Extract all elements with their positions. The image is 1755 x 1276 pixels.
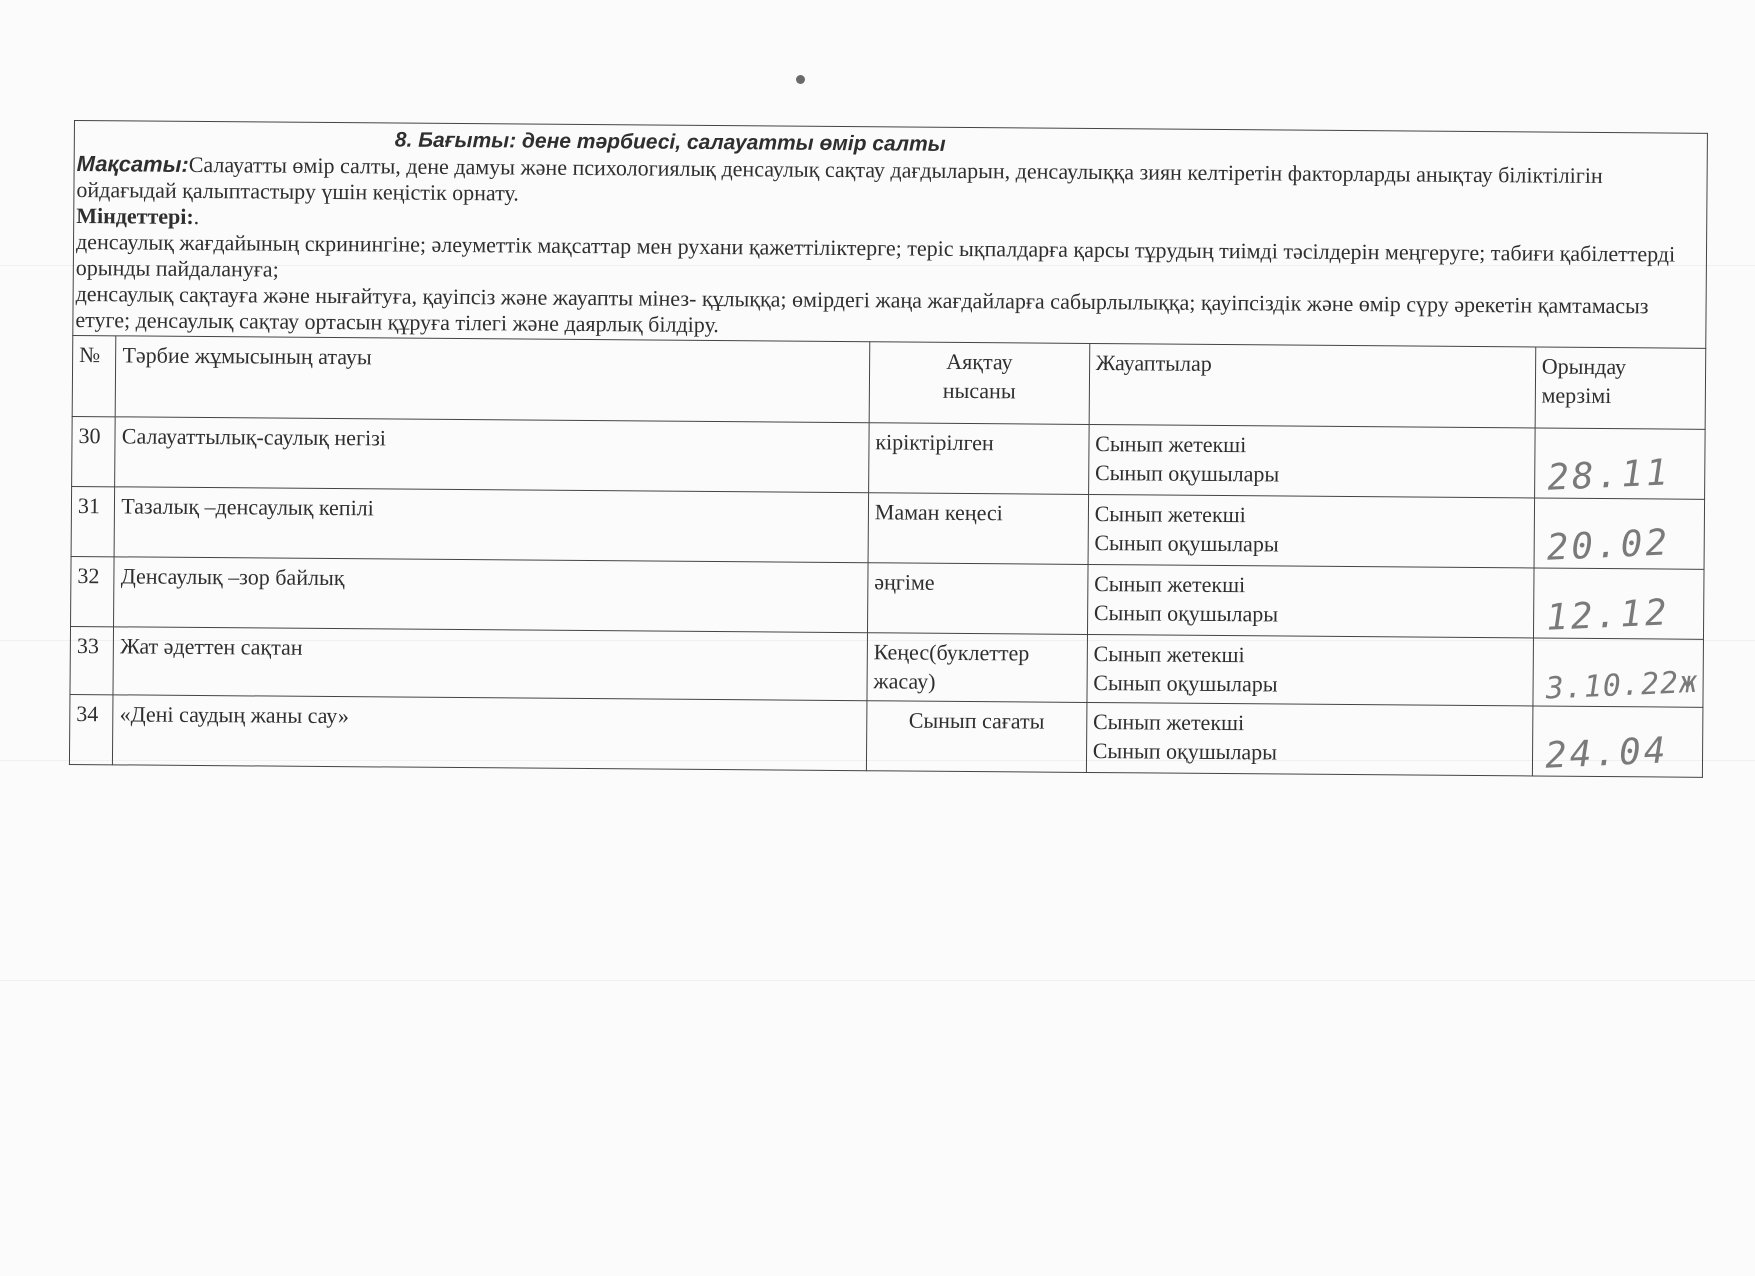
row-resp-teacher: Сынып жетекші xyxy=(1092,709,1245,736)
table-row xyxy=(72,416,1705,499)
row-form: әңгіме xyxy=(867,563,1087,635)
tasks-line-2: денсаулық сақтауға және нығайтуға, қауіпсіз және жауапты мінез- құлыққа; өмірдегі жаңа жағдайларға сабырлылыққа; қауіпсіздік және өмір сүру әрекетін қамтамасыз етуге; денсаулық сақтау ортасын құруға тілегі және даярлық білдіру. xyxy=(75,281,1649,338)
table-row xyxy=(70,626,1703,707)
row-resp-students: Сынып оқушылары xyxy=(1093,600,1279,627)
goal-label: Мақсаты: xyxy=(76,151,189,177)
row-num: 30 xyxy=(72,416,116,486)
row-resp-students: Сынып оқушылары xyxy=(1094,530,1279,557)
row-date-handwritten: 20.02 xyxy=(1545,522,1671,569)
row-form: кіріктірілген xyxy=(868,423,1088,495)
row-num: 31 xyxy=(71,486,115,556)
activities-table xyxy=(69,335,1706,778)
header-date-line2: мерзімі xyxy=(1541,382,1612,409)
row-resp-teacher: Сынып жетекші xyxy=(1095,431,1247,458)
row-date-cell xyxy=(1534,428,1705,499)
row-num: 33 xyxy=(70,626,114,694)
row-resp-teacher: Сынып жетекші xyxy=(1094,501,1246,528)
table-header-row xyxy=(72,335,1706,429)
row-date-cell xyxy=(1533,638,1704,707)
scan-dot xyxy=(796,75,805,84)
row-resp-teacher: Сынып жетекші xyxy=(1094,571,1246,598)
row-form: Маман кеңесі xyxy=(868,493,1088,565)
header-form xyxy=(869,342,1089,425)
row-name: Денсаулық –зор байлық xyxy=(114,557,868,633)
row-resp-students: Сынып оқушылары xyxy=(1093,670,1278,697)
row-resp-teacher: Сынып жетекші xyxy=(1093,641,1245,668)
row-form: Кеңес(буклеттер жасау) xyxy=(867,633,1087,703)
row-resp-students: Сынып оқушылары xyxy=(1092,738,1278,765)
row-date-cell xyxy=(1533,568,1704,639)
row-resp xyxy=(1087,564,1533,638)
row-date-handwritten: 12.12 xyxy=(1544,592,1671,639)
row-date-handwritten: 3.10.22ж xyxy=(1544,664,1699,707)
table-row xyxy=(71,556,1704,639)
table-row xyxy=(71,486,1704,569)
header-form-line2: нысаны xyxy=(942,377,1016,404)
row-name: Тазалық –денсаулық кепілі xyxy=(114,487,868,563)
header-name: Тәрбие жұмысының атауы xyxy=(116,336,870,423)
row-name: Жат әдеттен сақтан xyxy=(113,627,867,701)
table-row xyxy=(69,694,1702,777)
row-date-handwritten: 28.11 xyxy=(1546,452,1672,499)
header-date-line1: Орындау xyxy=(1541,353,1627,380)
header-resp: Жауаптылар xyxy=(1089,343,1536,427)
row-num: 32 xyxy=(71,556,115,626)
row-num: 34 xyxy=(69,694,113,764)
row-date-handwritten: 24.04 xyxy=(1543,730,1669,777)
goal-text: Салауатты өмір салты, дене дамуы және психологиялық денсаулық сақтау дағдыларын, денсаулыққа зиян келтіретін факторларды анықтау біліктілігін ойдағыдай қалыптастыру үшін кеңістік орнату. xyxy=(76,151,1603,206)
section-title: 8. Бағыты: дене тәрбиесі, салауатты өмір салты xyxy=(394,128,946,156)
tasks-suffix: . xyxy=(193,203,200,229)
tasks-line-1: денсаулық жағдайының скринингіне; әлеуметтік мақсаттар мен рухани қажеттіліктерге; теріс ықпалдарға қарсы тұрудың тиімді тәсілдерін меңгеруге; табиғи қабілеттерді орынды пайдалануға; xyxy=(75,229,1676,282)
header-date xyxy=(1535,347,1706,429)
row-resp xyxy=(1088,494,1534,568)
document-sheet xyxy=(69,120,1708,778)
row-resp xyxy=(1088,424,1534,498)
header-num: № xyxy=(72,335,116,416)
row-date-cell xyxy=(1534,498,1705,569)
section-header xyxy=(72,120,1708,348)
row-resp xyxy=(1086,702,1532,776)
row-name: «Дені саудың жаны сау» xyxy=(113,695,867,771)
tasks-label: Міндеттері: xyxy=(76,203,194,229)
header-form-line1: Аяқтау xyxy=(946,348,1013,375)
row-form: Сынып сағаты xyxy=(866,701,1086,773)
row-resp xyxy=(1087,634,1533,706)
row-name: Салауаттылық-саулық негізі xyxy=(115,417,869,493)
scan-artifact-line xyxy=(0,980,1755,981)
row-date-cell xyxy=(1532,706,1703,777)
row-resp-students: Сынып оқушылары xyxy=(1094,460,1280,487)
